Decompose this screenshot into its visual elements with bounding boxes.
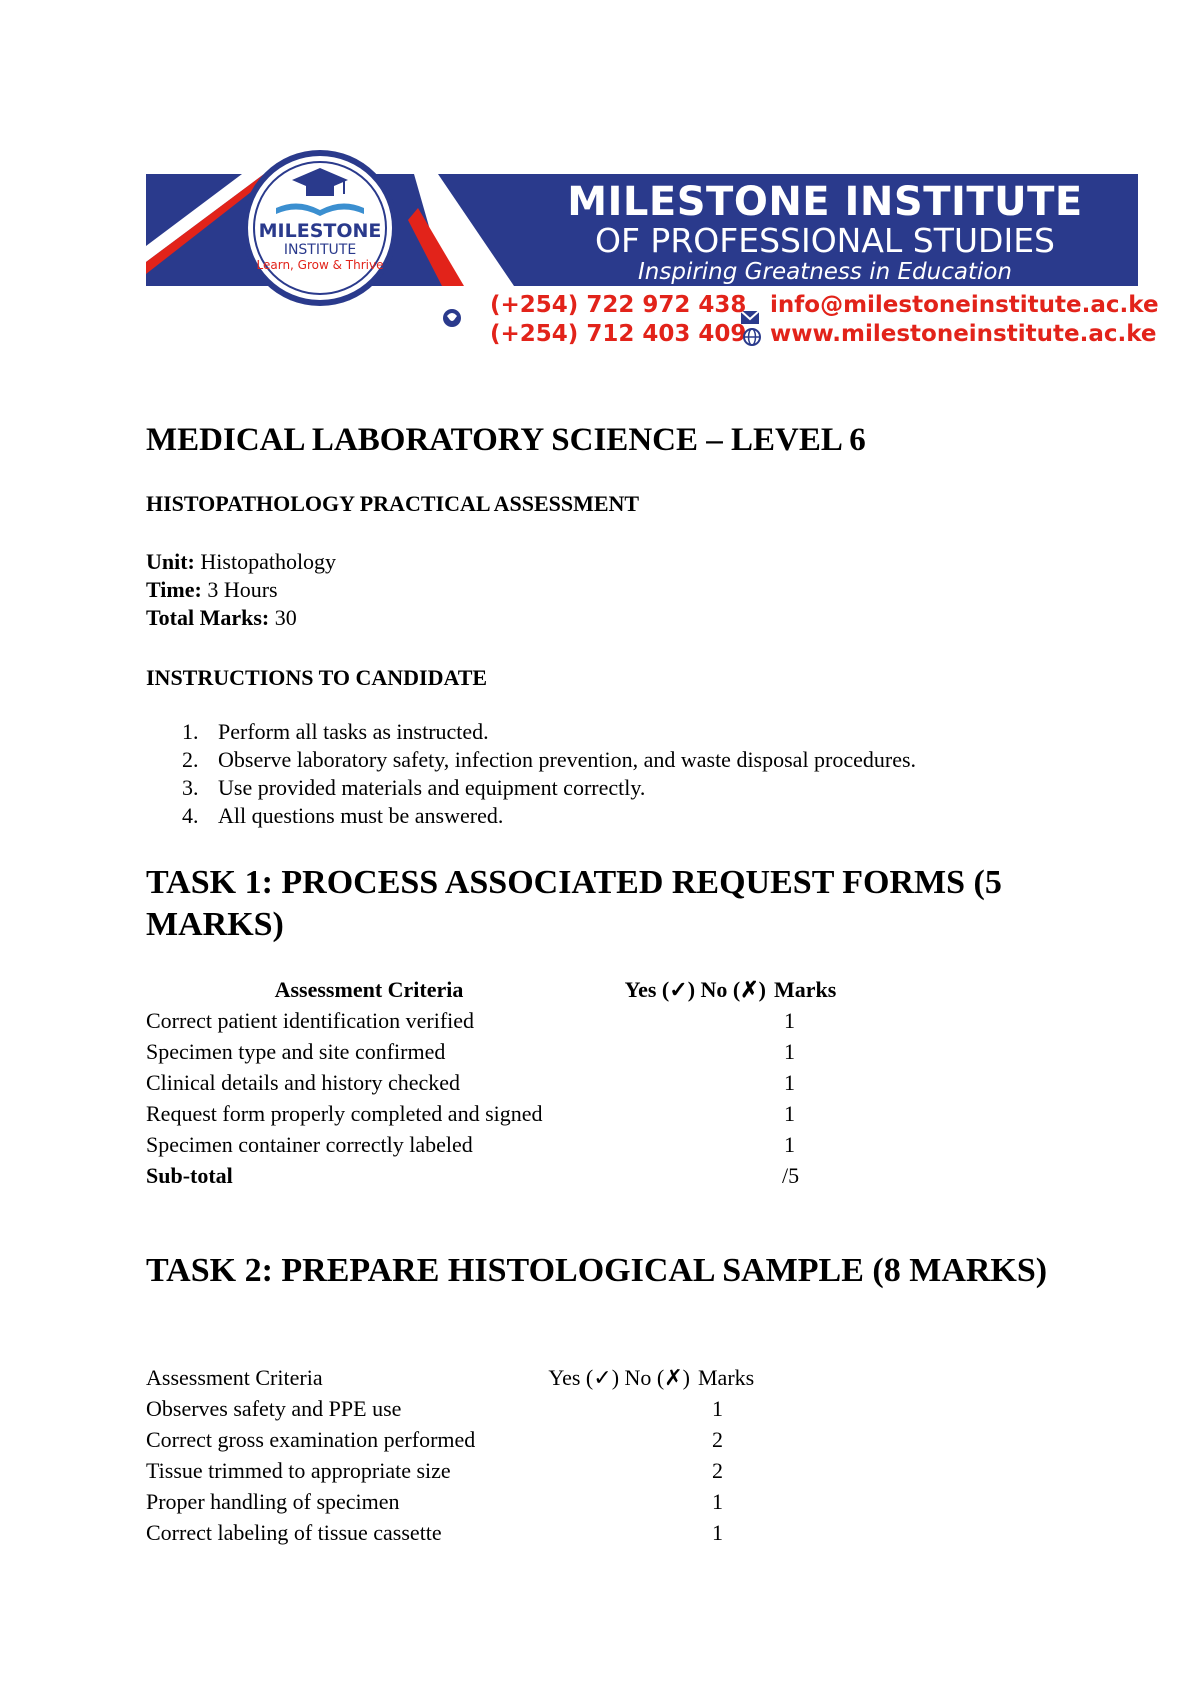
criteria-cell: Correct patient identification verified	[146, 1008, 475, 1033]
meta-time	[146, 576, 278, 604]
institute-banner	[146, 150, 1159, 350]
meta-label: Unit:	[146, 549, 195, 574]
instruction-text: Observe laboratory safety, infection prevention, and waste disposal procedures.	[218, 747, 917, 772]
table-row	[146, 1129, 944, 1160]
marks-cell: 2	[712, 1427, 723, 1452]
subtotal-value: /5	[782, 1163, 800, 1188]
email-address: info@milestoneinstitute.ac.ke	[770, 292, 1159, 318]
logo-motto: Learn, Grow & Thrive	[256, 258, 384, 272]
instruction-text: All questions must be answered.	[218, 803, 504, 828]
table-row	[146, 1517, 832, 1548]
yes-no-cell[interactable]	[592, 1129, 770, 1160]
subtotal-row	[146, 1160, 944, 1191]
instruction-number: 2.	[182, 747, 199, 772]
criteria-cell: Specimen container correctly labeled	[146, 1132, 473, 1157]
yes-no-cell[interactable]	[592, 1036, 770, 1067]
table-row	[146, 1005, 944, 1036]
instruction-text: Use provided materials and equipment correctly.	[218, 775, 646, 800]
marks-cell: 1	[784, 1132, 795, 1157]
instruction-item	[146, 718, 916, 746]
task1-criteria-table	[146, 974, 944, 1191]
instructions-heading: INSTRUCTIONS TO CANDIDATE	[146, 665, 488, 690]
phone-number-2: (+254) 712 403 409	[490, 321, 747, 347]
logo-subtitle: INSTITUTE	[283, 242, 357, 258]
marks-cell: 1	[784, 1101, 795, 1126]
marks-cell: 1	[784, 1039, 795, 1064]
instructions-list	[146, 718, 916, 830]
instruction-item	[146, 802, 916, 830]
criteria-cell: Specimen type and site confirmed	[146, 1039, 446, 1064]
task1-heading: TASK 1: PROCESS ASSOCIATED REQUEST FORMS (5 MARKS)	[146, 864, 1002, 943]
yes-no-cell[interactable]	[592, 1098, 770, 1129]
marks-cell: 1	[712, 1396, 723, 1421]
column-header-criteria: Assessment Criteria	[274, 977, 464, 1002]
table-header-row	[146, 974, 944, 1005]
institute-name: MILESTONE INSTITUTE	[567, 179, 1083, 225]
marks-cell: 1	[784, 1008, 795, 1033]
phone-number-1: (+254) 722 972 438	[490, 292, 747, 318]
marks-cell: 2	[712, 1458, 723, 1483]
table-row	[146, 1424, 832, 1455]
instruction-item	[146, 774, 916, 802]
task2-criteria-table	[146, 1362, 832, 1548]
instruction-text: Perform all tasks as instructed.	[218, 719, 489, 744]
institute-subtitle: OF PROFESSIONAL STUDIES	[594, 221, 1056, 260]
criteria-cell: Request form properly completed and signed	[146, 1101, 543, 1126]
marks-cell: 1	[712, 1489, 723, 1514]
website-url: www.milestoneinstitute.ac.ke	[770, 321, 1157, 347]
meta-value: Histopathology	[200, 549, 337, 574]
criteria-cell: Clinical details and history checked	[146, 1070, 461, 1095]
instruction-number: 4.	[182, 803, 199, 828]
column-header-yes-no: Yes (✓) No (✗)	[548, 1365, 690, 1390]
subtotal-label: Sub-total	[146, 1163, 233, 1188]
meta-value: 30	[274, 605, 297, 630]
marks-cell: 1	[712, 1520, 723, 1545]
yes-no-cell[interactable]	[592, 1005, 770, 1036]
table-row	[146, 1036, 944, 1067]
table-row	[146, 1393, 832, 1424]
yes-no-cell[interactable]	[520, 1393, 694, 1424]
table-row	[146, 1067, 944, 1098]
table-header-row	[146, 1362, 832, 1393]
meta-label: Time:	[146, 577, 202, 602]
column-header-yes-no: Yes (✓) No (✗)	[624, 977, 766, 1002]
instruction-number: 1.	[182, 719, 199, 744]
yes-no-cell[interactable]	[520, 1424, 694, 1455]
criteria-cell: Correct labeling of tissue cassette	[146, 1520, 442, 1545]
document-subtitle: HISTOPATHOLOGY PRACTICAL ASSESSMENT	[146, 491, 640, 516]
yes-no-cell[interactable]	[520, 1455, 694, 1486]
column-header-marks: Marks	[698, 1365, 755, 1390]
yes-no-cell[interactable]	[592, 1067, 770, 1098]
task2-heading: TASK 2: PREPARE HISTOLOGICAL SAMPLE (8 MARKS)	[146, 1252, 1048, 1289]
meta-total-marks	[146, 604, 297, 632]
meta-label: Total Marks:	[146, 605, 270, 630]
globe-icon	[742, 327, 762, 347]
column-header-criteria: Assessment Criteria	[146, 1365, 323, 1390]
table-row	[146, 1486, 832, 1517]
criteria-cell: Proper handling of specimen	[146, 1489, 400, 1514]
logo-name: MILESTONE	[258, 220, 382, 242]
document-title: MEDICAL LABORATORY SCIENCE – LEVEL 6	[146, 422, 866, 458]
table-row	[146, 1455, 832, 1486]
yes-no-cell	[592, 1160, 770, 1191]
instruction-number: 3.	[182, 775, 199, 800]
institute-tagline: Inspiring Greatness in Education	[638, 259, 1012, 285]
criteria-cell: Tissue trimmed to appropriate size	[146, 1458, 451, 1483]
marks-cell: 1	[784, 1070, 795, 1095]
criteria-cell: Observes safety and PPE use	[146, 1396, 402, 1421]
criteria-cell: Correct gross examination performed	[146, 1427, 476, 1452]
yes-no-cell[interactable]	[520, 1517, 694, 1548]
meta-unit	[146, 548, 336, 576]
meta-value: 3 Hours	[207, 577, 278, 602]
column-header-marks: Marks	[774, 977, 837, 1002]
table-row	[146, 1098, 944, 1129]
yes-no-cell[interactable]	[520, 1486, 694, 1517]
instruction-item	[146, 746, 916, 774]
